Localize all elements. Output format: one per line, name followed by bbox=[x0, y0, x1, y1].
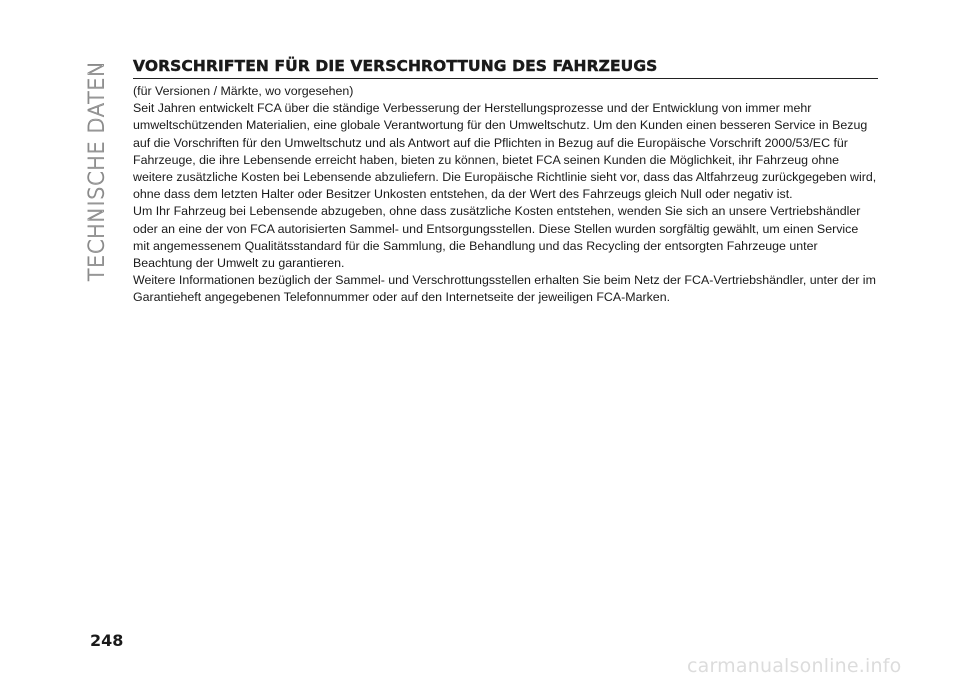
paragraph-intro: Seit Jahren entwickelt FCA über die ständige Verbesserung der Herstellungsprozesse und der Entwicklung von immer mehr umweltschützenden Materialien, eine globale Verantwortung für den Umweltschutz. Um den Kunden einen besseren Service in Bezug auf die Vorschriften für den Umweltschutz und als Antwort auf die Pflichten in Bezug auf die Europäische Vorschrift 2000/53/EC für Fahrzeuge, die ihre Lebensende erreicht haben, bieten zu können, bietet FCA seinen Kunden die Möglichkeit, ihr Fahrzeug ohne weitere zusätzliche Kosten bei Lebensende abzuliefern. Die Europäische Richtlinie sieht vor, dass das Altfahrzeug zurückgegeben wird, ohne dass dem letzten Halter oder Besitzer Unkosten entstehen, da der Wert des Fahrzeugs gleich Null oder negativ ist. bbox=[133, 101, 877, 202]
side-section-label: TECHNISCHE DATEN bbox=[84, 60, 108, 282]
section-title: VORSCHRIFTEN FÜR DIE VERSCHROTTUNG DES FAHRZEUGS bbox=[133, 55, 878, 79]
watermark: carmanualsonline.info bbox=[687, 655, 902, 677]
paragraph-more-info: Weitere Informationen bezüglich der Sammel- und Verschrottungsstellen erhalten Sie beim Netz der FCA-Vertriebshändler, unter der im Garantieheft angegebenen Telefonnummer oder auf den Internetseite der jeweiligen FCA-Marken. bbox=[133, 273, 876, 305]
paragraph-scope-note: (für Versionen / Märkte, wo vorgesehen) bbox=[133, 84, 354, 98]
paragraph-return-procedure: Um Ihr Fahrzeug bei Lebensende abzugeben, ohne dass zusätzliche Kosten entstehen, wenden Sie sich an unsere Vertriebshändler oder an eine der von FCA autorisierten Sammel- und Entsorgungsstellen. Diese Stellen wurden sorgfältig gewählt, um einen Service mit angemessenem Qualitätsstandard für die Sammlung, die Behandlung und das Recycling der entsorgten Fahrzeuge unter Beachtung der Umwelt zu garantieren. bbox=[133, 204, 861, 271]
page-number: 248 bbox=[90, 631, 124, 650]
main-content bbox=[133, 55, 878, 307]
side-section-tab bbox=[80, 56, 112, 286]
